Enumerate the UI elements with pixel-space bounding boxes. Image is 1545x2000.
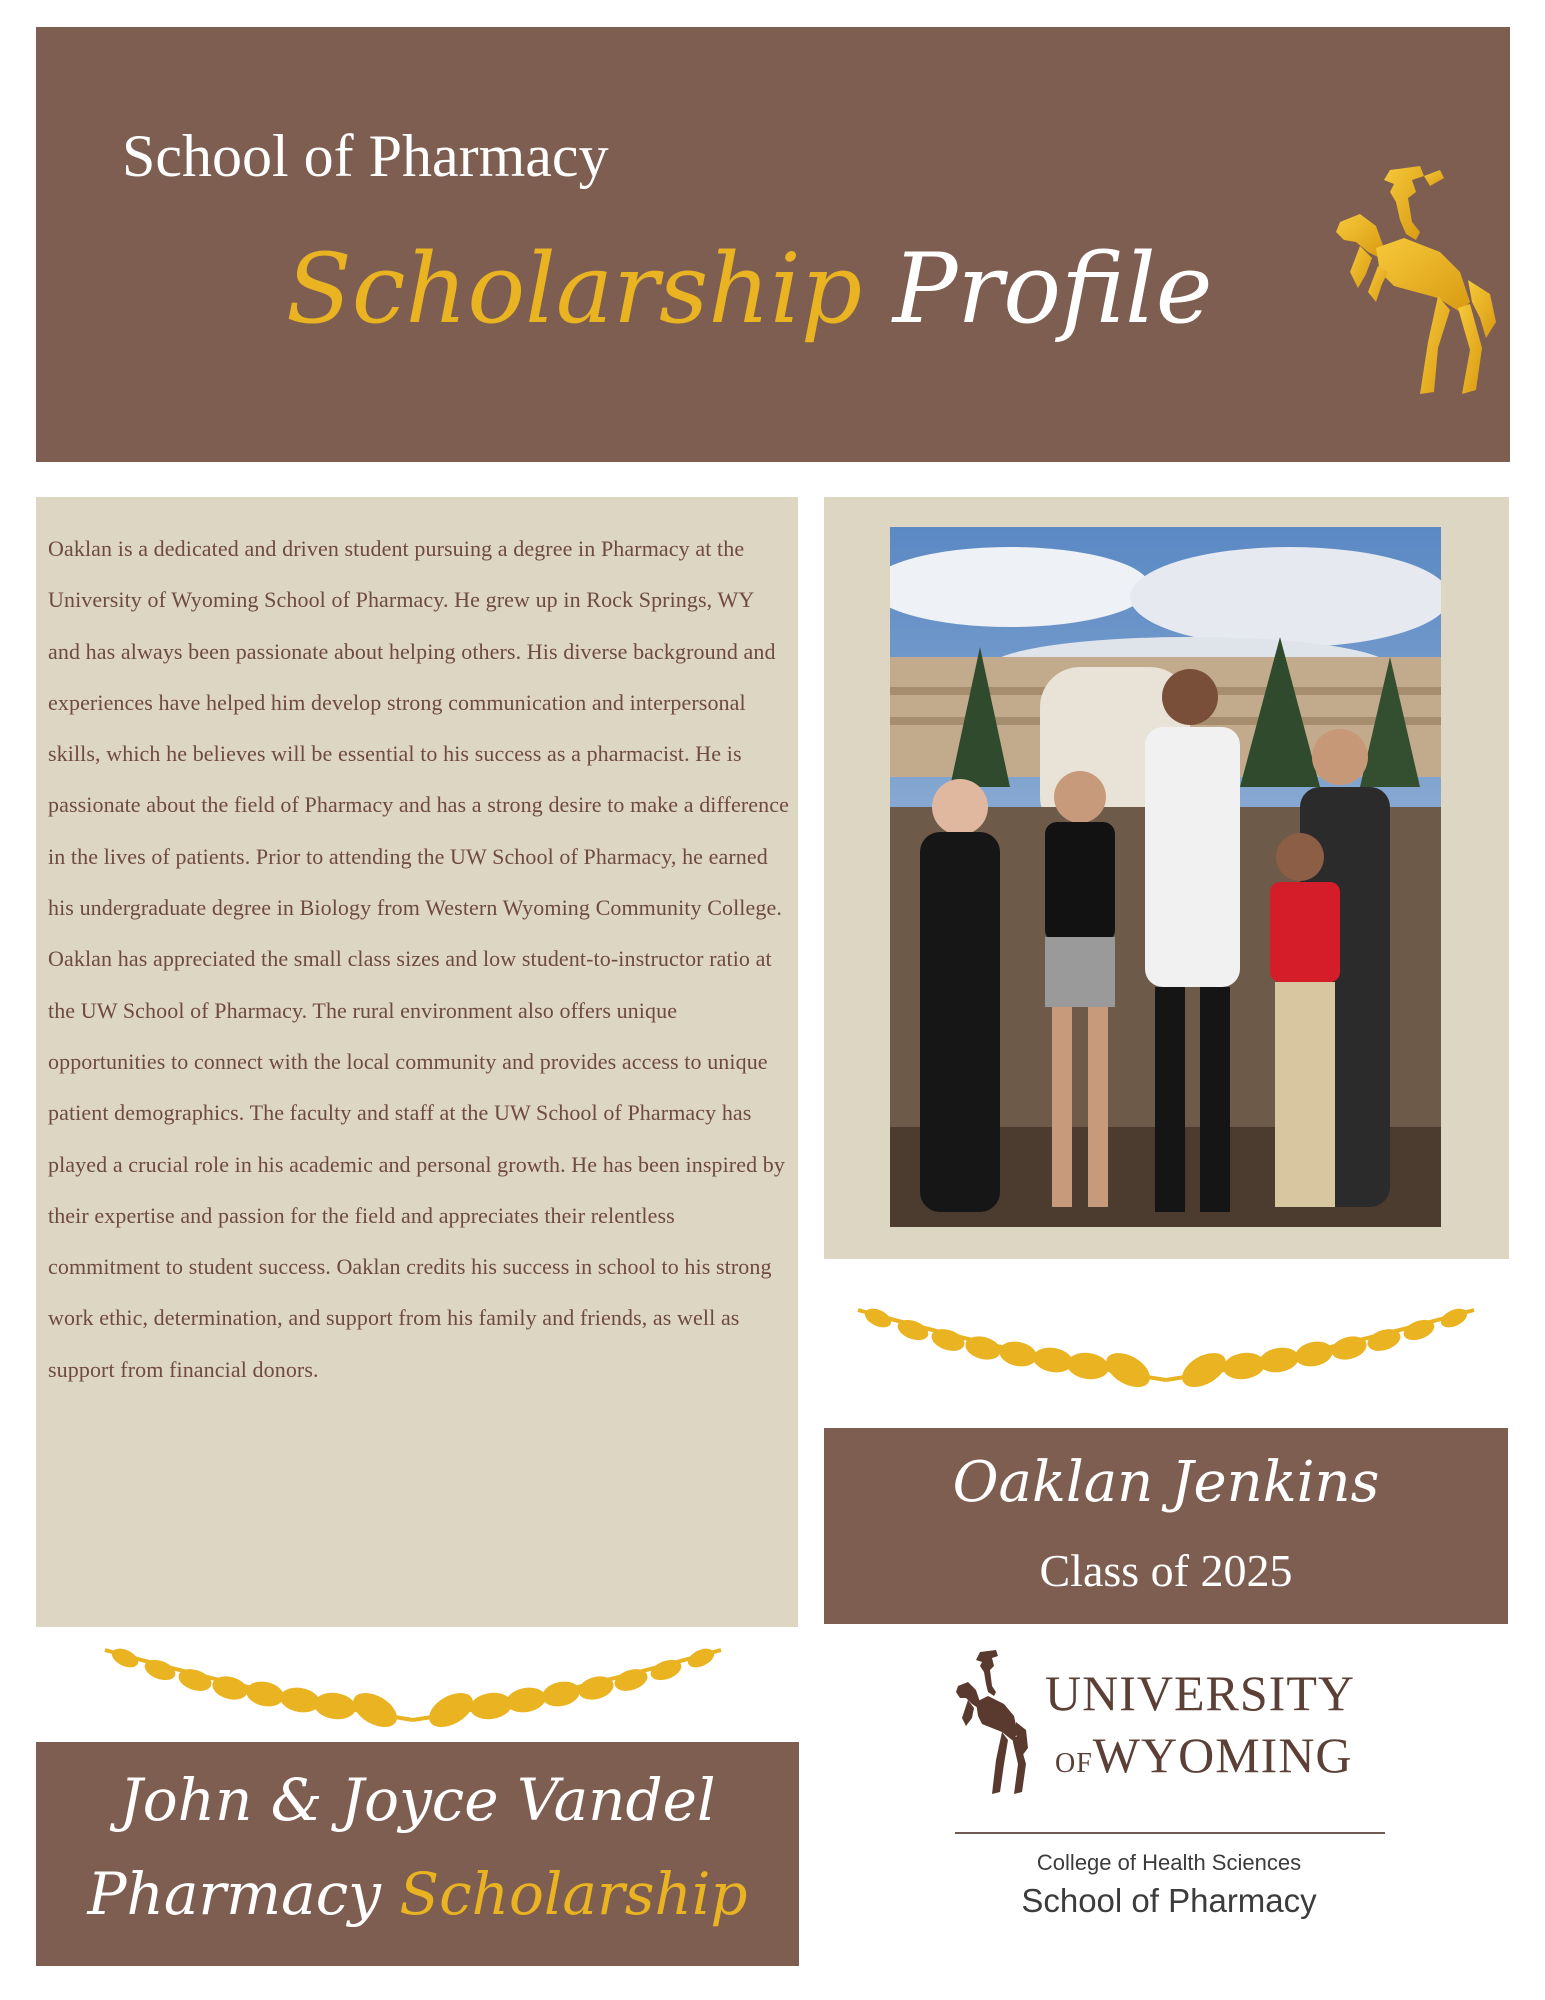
student-name-banner (824, 1428, 1508, 1624)
header-banner (36, 27, 1510, 462)
university-name-of: OF (1055, 1748, 1093, 1779)
photo-frame (824, 497, 1509, 1259)
school-name: School of Pharmacy (1021, 1882, 1317, 1919)
university-name-line2 (1055, 1726, 1353, 1784)
laurel-divider-icon (85, 1630, 741, 1730)
logo-divider (955, 1832, 1385, 1834)
student-class: Class of 2025 (1039, 1545, 1293, 1596)
scholarship-title (36, 1860, 799, 1928)
bio-text: Oaklan is a dedicated and driven student pursuing a degree in Pharmacy at the University of Wyoming School of Pharmacy. He grew up in Rock Springs, WY and has always been passionate about helping others. His diverse background and experiences have helped him develop strong communication and interpersonal skills, which he believes will be essential to his success as a pharmacist. He is passionate about the field of Pharmacy and has a strong desire to make a difference in the lives of patients. Prior to attending the UW School of Pharmacy, he earned his undergraduate degree in Biology from Western Wyoming Community College. Oaklan has appreciated the small class sizes and low student-to-instructor ratio at the UW School of Pharmacy. The rural environment also offers unique opportunities to connect with the local community and provides access to unique patient demographics. The faculty and staff at the UW School of Pharmacy has played a crucial role in his academic and personal growth. He has been inspired by their expertise and passion for the field and appreciates their relentless commitment to student success. Oaklan credits his success in school to his strong work ethic, determination, and support from his family and friends, as well as support from financial donors. (48, 536, 789, 1382)
bucking-horse-icon (1320, 162, 1500, 402)
student-name: Oaklan Jenkins (952, 1450, 1380, 1515)
college-name: College of Health Sciences (1036, 1850, 1302, 1875)
title-profile: Profile (892, 233, 1213, 345)
scholarship-donor-name: John & Joyce Vandel (119, 1766, 716, 1834)
title-scholarship: Scholarship (286, 233, 863, 345)
family-photo (890, 527, 1441, 1227)
laurel-divider-icon (838, 1290, 1494, 1390)
bio-panel (36, 497, 798, 1627)
profile-title (286, 227, 1213, 352)
bucking-horse-icon (950, 1648, 1030, 1798)
scholarship-word-pharmacy: Pharmacy (87, 1860, 381, 1928)
university-name-line1: UNIVERSITY (1045, 1665, 1355, 1721)
school-heading: School of Pharmacy (122, 123, 609, 189)
scholarship-banner (36, 1742, 799, 1966)
university-logo-block (945, 1640, 1385, 1970)
scholarship-word-scholarship: Scholarship (399, 1860, 748, 1928)
university-name-wyoming: WYOMING (1092, 1727, 1353, 1783)
